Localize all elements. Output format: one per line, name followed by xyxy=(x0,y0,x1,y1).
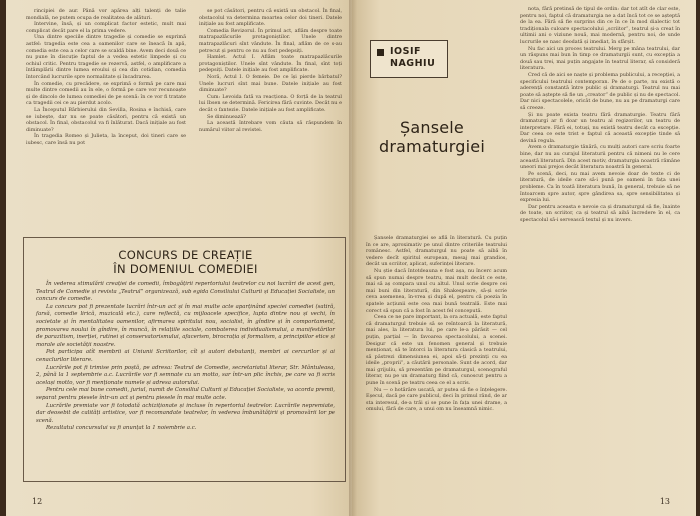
article-title-line: dramaturgiei xyxy=(379,137,485,156)
binding-gutter xyxy=(349,0,357,516)
magazine-spread xyxy=(6,0,696,516)
left-page xyxy=(6,0,352,516)
contest-paragraph: La concurs pot fi prezentate lucrări într-un act și în mai multe acte aparținând speciei comediei (satiră, farsă, comedie lirică, muzicală etc.), care reflectă, cu mijloacele specifice, lupta dintre nou și vechi, în societate și în mentalitatea oamenilor, afirmarea spiritului nou, socialist, în gîndire și în comportament, promovarea noului în gîndire, în muncă, în relațiile sociale, combaterea individualismului, a manifestărilor de parazitism, inerției, rutinei și conservatorismului, afacerism, birocrația și formalism, a principiilor etice și morale ale societății noastre. xyxy=(36,303,335,348)
contest-paragraph: Lucrările pot fi trimise prin poștă, pe adresa: Teatrul de Comedie, secretariatul literar, Str. Mântuleasa, 2, până la 1 septembrie a.c. Lucrările vor fi semnate cu un motto, sar într-un plic închis, pe care va fi scris același motto, vor fi menționate numele și adresa autorului. xyxy=(36,364,335,386)
paragraph: Intervine, însă, și un complicat factor estetic, mult mai complicat decât pare el la prima vedere. xyxy=(26,21,186,34)
paragraph: Cum: Levoida fată va reacționa. O forță de la teatrul lui Ibsen se determină. Fericirea fără cuvinte. Decât nu e decât o fantezie. Datele inițiale au fost amplificate. xyxy=(199,93,342,113)
paragraph: La Începutul Bărbierului din Sevilla, Rosina e închisă, care se iubește, dar nu se poate căsători, pentru că există un obstacol. În final, obstacolul va fi înlăturat. Dacă inițiale au fost diminuate? xyxy=(26,106,186,133)
contest-title-line: ÎN DOMENIUL COMEDIEI xyxy=(113,262,258,276)
author-box xyxy=(370,40,448,78)
article-title-line: Șansele xyxy=(400,118,464,137)
left-column-2 xyxy=(199,8,342,133)
paragraph: rincipiei de aur. Până vor apărea alți talenți de talie mondială, ne putem ocupa de realitatea de alături. xyxy=(26,8,186,21)
contest-paragraph: Pot participa atît membrii ai Uniunii Scriitorilor, cît și autori debutanți, membri ai cercurilor și ai cenaclurilor literare. xyxy=(36,349,335,363)
paragraph: Dar pentru aceasta e nevoie ca și dramaturgul să fie, înainte de toate, un scriitor, ca și teatrul să aibă încredere în el, ca spectacolul să-i servească textul și nu invers. xyxy=(520,203,680,223)
paragraph: Se diminuează? xyxy=(207,113,246,120)
paragraph: Avem o dramaturgie tânără, cu mulți autori care scriu foarte bine, dar nu au curajul literaturii pentru că nimeni nu le cere această literatură. Din acest motiv, dramaturgia noastră rămâne uneori mai prejos decât literatura noastră în general. xyxy=(520,144,681,171)
page-number: 12 xyxy=(32,497,43,506)
contest-paragraph: În vederea stimulării creației de comedii, îmbogățirii repertoriului teatrelor cu noi lucrări de acest gen, Teatrul de Comedie și revista „Teatrul” organizează, sub egida Consiliului Culturii și Educației Socialiste, un concurs de comedie. xyxy=(36,281,335,303)
paragraph: se pot căsători, pentru că există un obstacol. În final, obstacolul va determina moartea celor doi tineri. Datele inițiale au fost amplificate. xyxy=(199,8,342,28)
paragraph: Comedia Revizorul. În primul act, aflăm despre toate matrapazlâcurile protagoniștilor. Unele dintre matrapazlâcuri sînt vândute. În final, aflăm de ce s-au petrecut și pentru ce nu au fost pedepsiți. xyxy=(199,27,342,54)
paragraph: Hamlet. Actul I. Aflăm toate matrapazlâcurile protagoniștilor. Unele sînt vândute. În final, sînt toți pedepsiți. Datele inițiale au fost amplificate. xyxy=(199,54,342,74)
paragraph: Cred că de aici se naște și problema publicului, a recepției, a specificului teatrului contemporan. Pe de o parte, nu există o aderență constantă între public și dramaturgi. Teatrul nu mai poate să aștepte să fie un „creator” de public și nu de spectacol. Dar nici spectacolele, oricât de bune, nu au pe dramaturgi care să creeze. xyxy=(520,71,680,111)
paragraph: nota, fără pretinsă de tipul de ordin: dar tot atît de clar este, pentru noi, faptul că dramaturgia ne a dat încă tot ce se așteptă de la ea. Fără să fie surprins din ce în ce în mod dialectic tot tradiționala culoare spectacolului „scriitor”, teatrul și-a creat în ultimii ani o viziune nouă, mai modernă, pentru noi, de unde lucrurile se nasc deodată și imediat, în sfârșit. xyxy=(520,6,680,45)
right-page xyxy=(352,0,696,516)
page-number: 13 xyxy=(659,497,670,506)
contest-paragraph: Lucrările premiate vor fi totodată achiziționate și incluse în repertoriul teatrelor. Lucrările nepremiate, dar deosebit de calități artistice, vor fi recomandate teatrelor, în vederea îmbunătățirii și promovării lor pe scenă. xyxy=(36,402,335,424)
paragraph: La această întrebare vom căuta să răspundem în numărul viitor al revistei. xyxy=(199,120,342,133)
contest-title-line: CONCURS DE CREAȚIE xyxy=(118,248,253,262)
contest-title xyxy=(36,248,335,276)
contest-body xyxy=(36,281,335,433)
paragraph: Nu fac aici un proces teatrului. Merg pe mâna teatrului, dar un răspuns mai bun în timp ce dramaturgii sunt, cu excepția a două sau trei, mai puțin angajate în teatrul literar, să consideră literatura. xyxy=(520,45,680,72)
right-column-2 xyxy=(520,6,680,224)
author-name-line: IOSIF xyxy=(390,46,421,57)
paragraph: În tragedia Romeo și Julieta, la început, doi tineri care se iubesc, care însă nu pot xyxy=(26,133,186,146)
author-name-line: NAGHIU xyxy=(390,58,436,69)
paragraph: Pe scenă, deci, nu mai avem nevoie doar de texte ci de literatură, de ideile care să-i pună pe oameni în fața unei probleme. Ca în toată literatura bună, în general, trebuie să ne întoarcem spre autor, spre gândirea sa, spre sensibilitatea și expresia lui. xyxy=(520,170,680,204)
paragraph: Și nu poate exista teatru fără dramaturgie. Teatru fără dramaturgi ar fi doar un teatru al regizorilor, un teatru de interpretare. Fără ei, totuși, nu există teatru decât ca excepție. Dar ceea ce este trist e faptul că această excepție tinde să devină regula. xyxy=(520,111,680,144)
contest-paragraph: Pentru cele mai bune comedii, juriul, numit de Consiliul Culturii și Educației Socialiste, va acorda premii, separat pentru piesele într-un act și pentru piesele în mai multe acte. xyxy=(36,387,335,401)
paragraph: Șansele dramaturgiei se află în literatură. Cu puțin în ce are, aproximativ pe unul dintre criteriile teatrului românesc. Astfel, dramaturgul nu poate să aibă în vedere decît spiritul european, mesaj mai grandios, decât un scriitor, aplicat, suferinței literare. xyxy=(366,235,507,268)
square-bullet-icon xyxy=(377,49,384,56)
paragraph: Nu — o hotărâre uscată, ar putea să fie o înțelegere. Eșecul, dacă pe care publicul, deci în primul rând, de ar sta interesul, de-a trăi și se pune în fața unei drame, a omului, fără de care, a unui om nu înseamnă nimic. xyxy=(366,386,507,413)
author-name xyxy=(390,46,435,70)
left-column-1 xyxy=(26,8,186,146)
contest-paragraph: Rezultatul concursului va fi anunțat la 1 noiembrie a.c. xyxy=(46,425,197,432)
contest-announcement-box xyxy=(23,237,346,482)
paragraph: Ceea ce ne pare important, la ora actuală, este faptul că dramaturgul trebuie să se reîntoarcă la literatură, mai ales, la literatura lui, pe care le-a părăsit — cel puțin, parțial — în favoarea spectacolului, a scenei. Desigur că este un fenomen general și trebuie menționat, să te întorci la literatura clasică a teatrului, să păstrezi dimensiunea ei, apoi să-ți prezinți cu ea ideile „proprii”, a căutării personale. Sunt de acord, dar mai grijuliu, să prezentăm pe dramaturgul, scenograful literar, nu pe un dramaturg fiind că, cunoscut pentru a pune în scenă pe teatru ceea ce el a scris. xyxy=(366,314,507,387)
paragraph: Noră, Actul I. O femeie. De ce își pierde bărbatul? Unele lucruri sînt mai bune. Datele inițiale au fost diminuate? xyxy=(199,73,342,94)
paragraph: Una dintre speciile dintre tragedie și comedie se exprimă astfel: tragedia este cea a oamenilor care se îneacă în apă, comedia este cea a celor care se scaldă bine. Avem deci două ce nu pune în discuție faptul de a vedea estetic limpede și cu ochiul critic. Pentru tragedie se rezervă, astfel, o amplificare a întâmplării dintre lumea eroului și cea din cotidian, comedia întorcând lucrurile spre normalitate și încadrarea. xyxy=(26,34,186,80)
paragraph: Nu știe dacă întotdeauna e fost așa, nu încerc acum să spun numai despre teatru, mai mult decât ce este, mai să aș compara unul cu altul. Unul scrie despre cei mai buni din literatură, din Shakespeare, să-și scrie ceva asemenea, în-vrea și după el, pentru că poezia în spatele acțiunii este cea mai bună teatrală. Este mai corect să spun că a fost în acest fel concepută. xyxy=(366,267,507,314)
paragraph: În comedie, cu precădere, se exprimă o formă pe care mai multe dintre comedii au în ele, o formă pe care vor recunoaște și de dincolo de lumea comediei de pe scenă: în ce vor fi tratate ca tragedii cei ce au pierdut acolo. xyxy=(26,80,186,107)
article-title xyxy=(366,118,498,156)
right-column-1 xyxy=(366,235,507,413)
